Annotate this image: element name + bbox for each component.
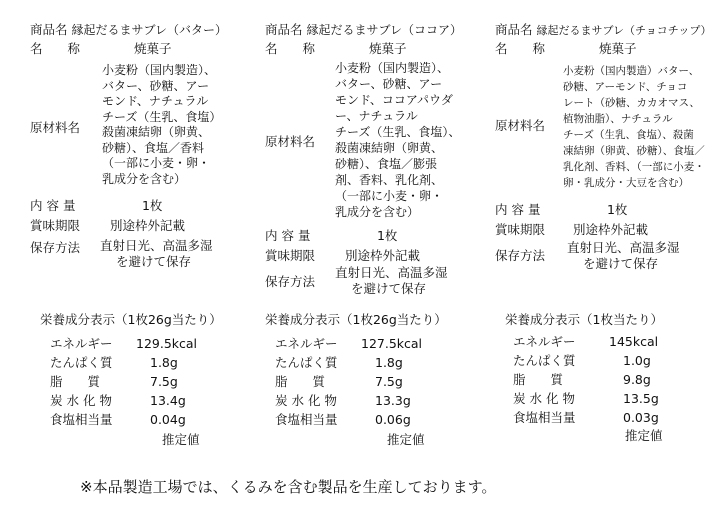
nutrition-key: たんぱく質 — [275, 355, 338, 370]
best-before-row — [495, 222, 648, 238]
nutrition-row — [513, 353, 693, 371]
product-name-row — [265, 22, 462, 38]
ingredients-line: 乳成分を含む） — [102, 171, 187, 186]
category-row — [265, 41, 407, 57]
quantity-label: 内 容 量 — [30, 198, 76, 213]
nutrition-row — [275, 393, 455, 411]
ingredients-line: モンド、ナチュラル — [102, 94, 209, 108]
nutrition-key: たんぱく質 — [50, 355, 113, 370]
storage-text — [335, 265, 448, 296]
nutrition-row — [513, 391, 693, 409]
nutrition-key: 炭 水 化 物 — [513, 391, 575, 406]
label-butter — [30, 22, 240, 322]
nutrition-key: 脂 質 — [275, 374, 326, 389]
nutrition-value: 1.8g — [375, 355, 403, 370]
ingredients-line: 砂糖、アーモンド、チョコ — [563, 81, 688, 93]
category-label: 名 称 — [265, 41, 316, 56]
ingredients-line: 卵・乳成分・大豆を含む） — [563, 177, 689, 189]
category-row — [495, 41, 637, 57]
nutrition-key: エネルギー — [513, 334, 576, 349]
quantity-value: 1枚 — [376, 228, 398, 243]
category-value: 焼菓子 — [598, 41, 637, 56]
ingredients-label: 原材料名 — [30, 120, 81, 135]
nutrition-row — [275, 374, 455, 392]
nutrition-row — [50, 336, 230, 354]
allergen-footer-note: ※本品製造工場では、くるみを含む製品を生産しております。 — [80, 478, 497, 496]
ingredients-line: 小麦粉（国内製造）、 — [102, 63, 217, 77]
nutrition-row — [513, 372, 693, 390]
nutrition-value: 7.5g — [150, 374, 178, 389]
nutrition-value: 0.04g — [150, 412, 186, 427]
quantity-row — [495, 202, 627, 218]
ingredients-line: 植物油脂）、ナチュラル — [563, 113, 673, 125]
ingredients-line: チーズ（生乳、食塩）、殺菌 — [563, 129, 694, 141]
quantity-label: 内 容 量 — [495, 202, 541, 217]
ingredients-line: 小麦粉（国内製造）、 — [335, 61, 450, 75]
quantity-label: 内 容 量 — [265, 228, 311, 243]
product-label: 商品名 — [30, 22, 68, 37]
ingredients-line: チーズ（生乳、食塩）、 — [335, 125, 461, 139]
ingredients-line: 砂糖）、食塩／香料 — [102, 140, 205, 155]
nutrition-row — [275, 355, 455, 373]
ingredients-line: 乳成分を含む） — [335, 205, 420, 219]
ingredients-line: レート（砂糖、カカオマス、 — [563, 97, 700, 109]
nutrition-value: 145kcal — [609, 334, 659, 349]
best-before-row — [30, 218, 185, 234]
nutrition-row — [50, 393, 230, 411]
storage-line: 直射日光、高温多湿 — [567, 240, 680, 255]
best-before-value: 別途枠外記載 — [109, 218, 185, 233]
ingredients-line: バター、砂糖、アー — [335, 77, 443, 91]
nutrition-key: 炭 水 化 物 — [50, 393, 112, 408]
category-label: 名 称 — [495, 41, 546, 56]
product-name: 縁起だるまサブレ（チョコチップ） — [536, 24, 712, 37]
quantity-row — [30, 198, 162, 214]
best-before-value: 別途枠外記載 — [572, 222, 648, 237]
nutrition-value: 129.5kcal — [136, 336, 198, 351]
storage-line: を避けて保存 — [116, 253, 192, 269]
storage-label: 保存方法 — [265, 274, 316, 289]
nutrition-key: エネルギー — [275, 336, 338, 351]
nutrition-value: 13.5g — [623, 391, 659, 406]
label-cocoa — [265, 22, 475, 322]
storage-label: 保存方法 — [495, 248, 546, 263]
nutrition-value: 1.0g — [623, 353, 651, 368]
ingredients-label: 原材料名 — [265, 134, 316, 149]
nutrition-key: 食塩相当量 — [50, 412, 113, 427]
product-name-row — [30, 22, 227, 38]
nutrition-key: 炭 水 化 物 — [275, 393, 337, 408]
nutrition-key: エネルギー — [50, 336, 113, 351]
nutrition-value: 13.4g — [150, 393, 186, 408]
ingredients-line: 凍結卵（卵黄、砂糖）、食塩／ — [563, 145, 705, 157]
category-value: 焼菓子 — [368, 41, 407, 56]
storage-text — [567, 240, 680, 271]
ingredients-line: 剤、香料、乳化剤、 — [335, 173, 444, 187]
ingredients-text — [563, 63, 705, 191]
ingredients-line: モンド、ココアパウダ — [335, 93, 453, 107]
ingredients-line: 殺菌凍結卵（卵黄、 — [102, 125, 211, 139]
storage-line: を避けて保存 — [583, 255, 659, 271]
best-before-row — [265, 248, 420, 264]
ingredients-line: 小麦粉（国内製造）バター、 — [563, 65, 700, 77]
product-name-row — [495, 22, 712, 38]
best-before-label: 賞味期限 — [495, 222, 546, 237]
ingredients-label: 原材料名 — [495, 118, 546, 133]
ingredients-line: 乳化剤、香料、（一部に小麦・ — [563, 161, 705, 173]
nutrition-key: たんぱく質 — [513, 353, 576, 368]
ingredients-line: チーズ（生乳、食塩） — [102, 109, 222, 124]
nutrition-title: 栄養成分表示（1枚26g当たり） — [265, 312, 447, 327]
ingredients-line: （一部に小麦・卵・ — [335, 189, 444, 203]
quantity-value: 1枚 — [606, 202, 628, 217]
nutrition-key: 脂 質 — [513, 372, 564, 387]
ingredients-line: （一部に小麦・卵・ — [102, 156, 211, 170]
category-value: 焼菓子 — [133, 41, 172, 56]
best-before-label: 賞味期限 — [265, 248, 316, 263]
category-label: 名 称 — [30, 41, 81, 56]
storage-label: 保存方法 — [30, 240, 81, 255]
nutrition-title: 栄養成分表示（1枚当たり） — [505, 312, 663, 327]
nutrition-row — [513, 334, 693, 352]
ingredients-text — [335, 60, 460, 220]
product-name: 縁起だるまサブレ（バター） — [71, 23, 228, 37]
estimate-note: 推定値 — [625, 428, 663, 443]
ingredients-line: ー、ナチュラル — [335, 109, 418, 123]
best-before-value: 別途枠外記載 — [344, 248, 420, 263]
category-row — [30, 41, 172, 57]
nutrition-row — [513, 410, 693, 428]
nutrition-row — [50, 374, 230, 392]
storage-line: 直射日光、高温多湿 — [335, 265, 448, 280]
nutrition-key: 食塩相当量 — [513, 410, 576, 425]
nutrition-value: 1.8g — [150, 355, 178, 370]
nutrition-value: 13.3g — [375, 393, 411, 408]
nutrition-chocochip — [505, 312, 695, 452]
nutrition-value: 0.03g — [623, 410, 659, 425]
estimate-note: 推定値 — [162, 432, 200, 447]
nutrition-cocoa — [265, 312, 455, 452]
quantity-value: 1枚 — [141, 198, 163, 213]
nutrition-key: 食塩相当量 — [275, 412, 338, 427]
product-name: 縁起だるまサブレ（ココア） — [306, 23, 463, 37]
nutrition-key: 脂 質 — [50, 374, 101, 389]
ingredients-line: 殺菌凍結卵（卵黄、 — [335, 141, 444, 155]
nutrition-row — [50, 412, 230, 430]
product-label: 商品名 — [495, 22, 533, 37]
nutrition-row — [275, 412, 455, 430]
ingredients-line: 砂糖）、食塩／膨張 — [335, 157, 438, 171]
ingredients-text — [102, 63, 221, 187]
nutrition-value: 0.06g — [375, 412, 411, 427]
best-before-label: 賞味期限 — [30, 218, 81, 233]
estimate-note: 推定値 — [387, 432, 425, 447]
nutrition-butter — [40, 312, 230, 452]
label-chocochip — [495, 22, 715, 322]
nutrition-value: 9.8g — [623, 372, 651, 387]
nutrition-row — [50, 355, 230, 373]
nutrition-title: 栄養成分表示（1枚26g当たり） — [40, 312, 222, 327]
product-label: 商品名 — [265, 22, 303, 37]
storage-line: 直射日光、高温多湿 — [100, 238, 213, 253]
nutrition-row — [275, 336, 455, 354]
quantity-row — [265, 228, 397, 244]
storage-text — [100, 238, 213, 269]
ingredients-line: バター、砂糖、アー — [102, 78, 210, 93]
nutrition-value: 7.5g — [375, 374, 403, 389]
storage-line: を避けて保存 — [351, 280, 427, 296]
nutrition-value: 127.5kcal — [361, 336, 423, 351]
